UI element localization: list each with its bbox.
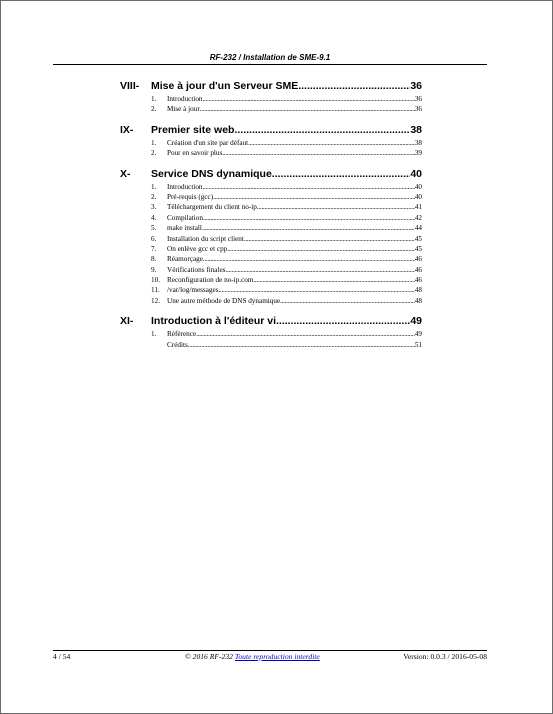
entry-number: 1. xyxy=(151,95,157,103)
entry-title: Mise à jour xyxy=(167,105,200,114)
dot-leader xyxy=(257,202,415,212)
table-of-contents xyxy=(120,80,422,350)
toc-entry[interactable] xyxy=(120,285,422,295)
chapter-number: X- xyxy=(120,167,131,180)
entry-title: /var/log/messages xyxy=(167,286,219,295)
chapter-number: XI- xyxy=(120,315,134,328)
toc-entry[interactable] xyxy=(120,254,422,264)
page-footer xyxy=(53,651,487,663)
dot-leader xyxy=(202,223,415,233)
entry-number: 10. xyxy=(151,276,160,285)
version-info: Version: 0.0.3 / 2016-05-08 xyxy=(403,652,487,661)
entry-title-line xyxy=(167,182,422,192)
dot-leader xyxy=(272,168,411,180)
entry-page: 40 xyxy=(414,182,422,191)
dot-leader xyxy=(200,104,415,114)
chapter-number: VIII- xyxy=(120,80,140,92)
toc-entry[interactable] xyxy=(120,340,422,350)
entry-number: 1. xyxy=(151,330,157,339)
page-number: 4 / 54 xyxy=(53,652,71,661)
toc-entry[interactable] xyxy=(120,104,422,114)
dot-leader xyxy=(248,138,415,148)
dot-leader xyxy=(234,124,410,136)
entry-number: 11. xyxy=(151,286,160,295)
chapter-page: 40 xyxy=(410,167,422,180)
dot-leader xyxy=(203,254,415,264)
entry-page: 39 xyxy=(414,149,422,158)
entry-title: Installation du script client xyxy=(167,234,244,243)
entry-title: On enlève gcc et cpp xyxy=(167,244,228,253)
toc-entry[interactable] xyxy=(120,138,422,148)
chapter-title: Introduction à l'éditeur vi xyxy=(151,315,277,328)
entry-title: Crédits xyxy=(167,340,188,349)
entry-title-line xyxy=(167,104,422,114)
entry-page: 38 xyxy=(414,138,422,147)
toc-chapter[interactable] xyxy=(120,315,422,329)
entry-title: Reconfiguration de no-ip.com xyxy=(167,276,254,285)
toc-entry[interactable] xyxy=(120,202,422,212)
entry-title-line xyxy=(167,254,422,264)
chapter-page: 36 xyxy=(410,80,422,92)
dot-leader xyxy=(298,80,410,92)
entry-number: 6. xyxy=(151,234,157,243)
entry-title: Introduction xyxy=(167,182,203,191)
dot-leader xyxy=(222,148,415,158)
chapter-title: Premier site web xyxy=(151,123,235,136)
entry-number: 8. xyxy=(151,255,157,264)
entry-number: 7. xyxy=(151,244,157,253)
entry-title-line xyxy=(167,138,422,148)
entry-page: 45 xyxy=(414,234,422,243)
entry-page: 36 xyxy=(414,105,422,114)
entry-number: 12. xyxy=(151,296,160,305)
chapter-title-line xyxy=(151,80,422,92)
copyright-text: © 2016 RF-232 xyxy=(185,652,233,661)
toc-entry[interactable] xyxy=(120,182,422,192)
entry-title: Introduction xyxy=(167,95,203,103)
entry-title: Création d'un site par défaut xyxy=(167,138,249,147)
toc-entry[interactable] xyxy=(120,244,422,254)
entry-number: 2. xyxy=(151,192,157,201)
entry-title-line xyxy=(167,148,422,158)
chapter-title: Mise à jour d'un Serveur SME xyxy=(151,80,299,92)
chapter-title: Service DNS dynamique xyxy=(151,167,272,180)
entry-page: 42 xyxy=(414,213,422,222)
entry-page: 44 xyxy=(414,224,422,233)
toc-entry[interactable] xyxy=(120,223,422,233)
chapter-page: 49 xyxy=(410,315,422,328)
entry-number: 9. xyxy=(151,265,157,274)
entry-title: Référence xyxy=(167,330,197,339)
entry-title-line xyxy=(167,244,422,254)
entry-title-line xyxy=(167,202,422,212)
entry-title: Téléchargement du client no-ip xyxy=(167,203,257,212)
dot-leader xyxy=(203,182,415,192)
dot-leader xyxy=(225,265,414,275)
entry-number: 3. xyxy=(151,203,157,212)
entry-title: Pour en savoir plus xyxy=(167,149,223,158)
toc-chapter[interactable] xyxy=(120,80,422,94)
entry-number: 1. xyxy=(151,138,157,147)
toc-entry[interactable] xyxy=(120,94,422,104)
entry-page: 49 xyxy=(414,330,422,339)
entry-page: 36 xyxy=(414,95,422,103)
entry-number: 5. xyxy=(151,224,157,233)
toc-entry[interactable] xyxy=(120,265,422,275)
chapter-title-line xyxy=(151,315,422,327)
toc-entry[interactable] xyxy=(120,329,422,339)
page-header: RF-232 / Installation de SME-9.1 xyxy=(209,53,331,62)
reproduction-link[interactable]: Toute reproduction interdite xyxy=(234,652,320,661)
dot-leader xyxy=(253,275,414,285)
dot-leader xyxy=(213,192,415,202)
dot-leader xyxy=(203,94,415,104)
entry-title-line xyxy=(167,275,422,285)
dot-leader xyxy=(196,329,415,339)
entry-page: 45 xyxy=(414,244,422,253)
entry-page: 40 xyxy=(414,192,422,201)
chapter-title-line xyxy=(151,124,422,136)
entry-title-line xyxy=(167,234,422,244)
entry-page: 51 xyxy=(414,340,422,349)
entry-title-line xyxy=(167,213,422,223)
entry-page: 41 xyxy=(414,203,422,212)
dot-leader xyxy=(203,213,415,223)
dot-leader xyxy=(276,315,410,327)
entry-title: Vérifications finales xyxy=(167,265,226,274)
chapter-page: 38 xyxy=(410,123,422,136)
toc-entry[interactable] xyxy=(120,275,422,285)
entry-title: Pré-requis (gcc) xyxy=(167,192,214,201)
entry-title: Une autre méthode de DNS dynamique xyxy=(167,296,281,305)
entry-number: 2. xyxy=(151,105,157,114)
chapter-title-line xyxy=(151,168,422,180)
entry-page: 46 xyxy=(414,255,422,264)
entry-page: 48 xyxy=(414,296,422,305)
entry-title-line xyxy=(167,340,422,350)
entry-title-line xyxy=(167,192,422,202)
entry-title-line xyxy=(167,94,422,104)
toc-entry[interactable] xyxy=(120,192,422,202)
entry-title: Réamorçage xyxy=(167,255,203,264)
dot-leader xyxy=(227,244,415,254)
entry-title: Compilation xyxy=(167,213,203,222)
toc-entry[interactable] xyxy=(120,296,422,306)
toc-entry[interactable] xyxy=(120,148,422,158)
entry-title: make install xyxy=(167,224,202,233)
toc-chapter[interactable] xyxy=(120,168,422,182)
toc-entry[interactable] xyxy=(120,213,422,223)
entry-number: 4. xyxy=(151,213,157,222)
toc-chapter[interactable] xyxy=(120,124,422,138)
entry-page: 46 xyxy=(414,276,422,285)
entry-page: 46 xyxy=(414,265,422,274)
dot-leader xyxy=(219,285,415,295)
entry-number: 1. xyxy=(151,182,157,191)
dot-leader xyxy=(280,296,415,306)
header-rule xyxy=(53,64,487,65)
entry-title-line xyxy=(167,296,422,306)
entry-title-line xyxy=(167,223,422,233)
dot-leader xyxy=(188,340,415,350)
entry-number: 2. xyxy=(151,149,157,158)
chapter-number: IX- xyxy=(120,123,134,136)
toc-entry[interactable] xyxy=(120,234,422,244)
entry-title-line xyxy=(167,329,422,339)
entry-title-line xyxy=(167,285,422,295)
dot-leader xyxy=(244,234,415,244)
entry-title-line xyxy=(167,265,422,275)
copyright xyxy=(185,651,320,663)
entry-page: 48 xyxy=(414,286,422,295)
